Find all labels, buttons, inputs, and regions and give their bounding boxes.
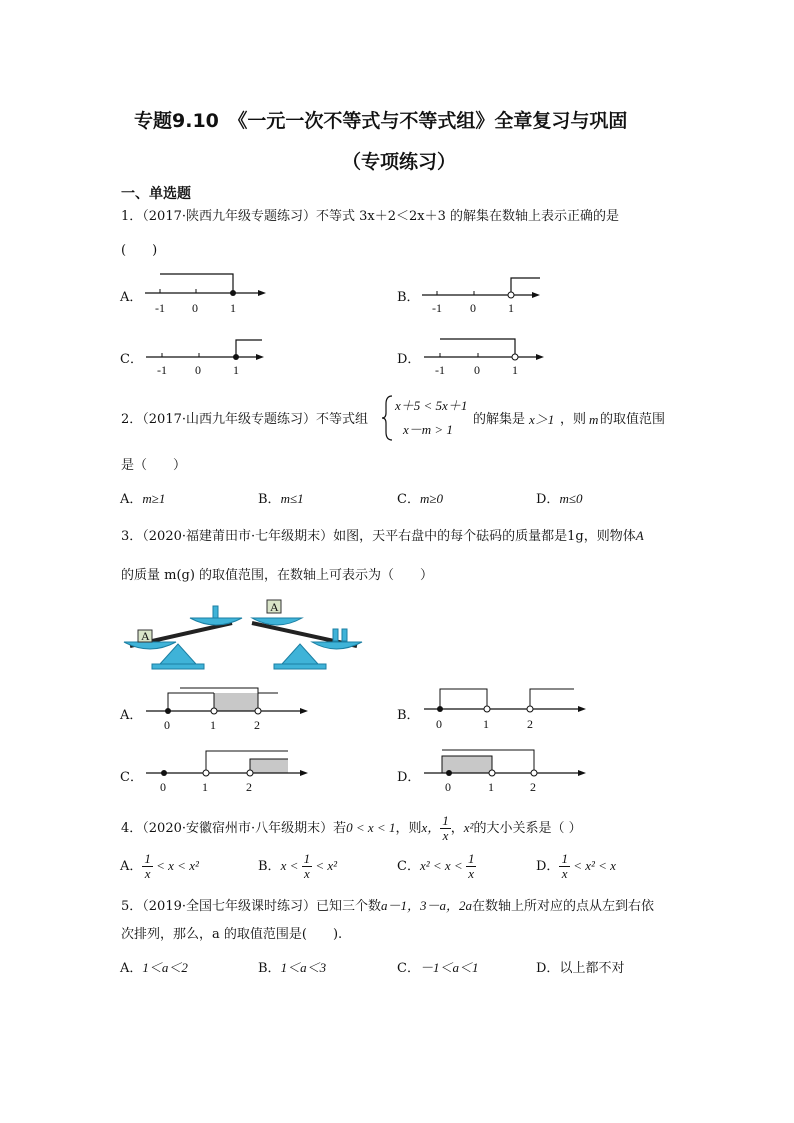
svg-text:0: 0: [470, 301, 476, 315]
svg-text:0: 0: [445, 780, 451, 794]
q1-option-d-label: D．: [397, 352, 421, 367]
q3-option-b-numberline[interactable]: [420, 684, 590, 734]
q5-option-b[interactable]: B．1＜a＜3: [258, 960, 327, 976]
question-2-suffix: ，则: [560, 412, 587, 427]
q5-option-c[interactable]: C．－1＜a＜1: [397, 960, 479, 976]
question-1-paren: ( ): [121, 243, 158, 258]
question-2-line2: 是（ ）: [121, 458, 187, 473]
question-4-text: 4．（2020·安徽宿州市·八年级期末）若0 < x < 1，则x， $\frac{1}{x}$ ，x²的大小关系是（ ）: [121, 813, 582, 843]
q2-option-d[interactable]: D．m≤0: [536, 491, 583, 507]
q1-option-b-label: B．: [397, 290, 420, 305]
svg-text:0: 0: [436, 717, 442, 731]
svg-text:1: 1: [202, 780, 208, 794]
q1-option-b-numberline[interactable]: [418, 272, 548, 318]
q5-option-a[interactable]: A．1＜a＜2: [120, 960, 188, 976]
svg-text:1: 1: [210, 718, 216, 732]
svg-text:0: 0: [164, 718, 170, 732]
q4-option-a[interactable]: A． $\frac{1}{x}$ < x < x²: [120, 851, 199, 881]
svg-text:1: 1: [483, 717, 489, 731]
svg-text:-1: -1: [432, 301, 442, 315]
balance-scales-figure: [122, 596, 366, 674]
svg-text:0: 0: [160, 780, 166, 794]
question-1-text: 1．（2017·陕西九年级专题练习）不等式 3x＋2＜2x＋3 的解集在数轴上表示正确的是: [121, 209, 619, 224]
q3-option-c-numberline[interactable]: [142, 746, 312, 796]
system-inequality-2: x－m > 1: [403, 422, 453, 437]
q2-option-c[interactable]: C．m≥0: [397, 491, 443, 507]
svg-text:0: 0: [195, 363, 201, 377]
svg-text:-1: -1: [157, 363, 167, 377]
question-2-middle: 的解集是: [473, 412, 526, 427]
svg-text:2: 2: [254, 718, 260, 732]
q3-option-d-label: D．: [397, 770, 421, 785]
question-3-line2: 的质量 m(g) 的取值范围，在数轴上可表示为（ ）: [121, 568, 434, 583]
q1-option-c-numberline[interactable]: [140, 334, 270, 380]
q2-option-b[interactable]: B．m≤1: [258, 491, 304, 507]
svg-text:2: 2: [246, 780, 252, 794]
svg-text:A: A: [270, 600, 279, 614]
svg-text:1: 1: [488, 780, 494, 794]
q3-option-d-numberline[interactable]: [420, 746, 590, 796]
question-5-line1: 5．（2019·全国七年级课时练习）已知三个数a－1，3－a，2a在数轴上所对应的点从左到右依: [121, 898, 655, 914]
q5-option-d[interactable]: D．以上都不对: [536, 961, 625, 976]
q1-option-a-numberline[interactable]: [140, 268, 270, 318]
question-3-line1: 3．（2020·福建莆田市·七年级期末）如图，天平右盘中的每个砝码的质量都是1g，则物体A: [121, 528, 644, 544]
q4-option-d[interactable]: D． $\frac{1}{x}$ < x² < x: [536, 851, 616, 881]
system-inequality-1: x＋5 < 5x＋1: [395, 398, 468, 413]
q1-option-c-label: C．: [120, 352, 143, 367]
q3-option-a-label: A．: [120, 708, 143, 723]
q2-option-a[interactable]: A．m≥1: [120, 491, 166, 507]
svg-text:1: 1: [512, 363, 518, 377]
svg-text:2: 2: [527, 717, 533, 731]
q1-option-a-label: A．: [120, 290, 143, 305]
doc-subtitle: （专项练习）: [342, 151, 457, 173]
doc-title: 专题9.10 《一元一次不等式与不等式组》全章复习与巩固: [134, 110, 628, 132]
question-5-line2: 次排列，那么，a 的取值范围是( ).: [121, 927, 343, 942]
svg-text:1: 1: [233, 363, 239, 377]
q3-option-a-numberline[interactable]: [142, 684, 312, 734]
system-brace: [381, 394, 395, 442]
q4-option-c[interactable]: C．x² < x < $\frac{1}{x}$: [397, 851, 475, 881]
svg-text:-1: -1: [155, 301, 165, 315]
question-2-prefix: 2．（2017·山西九年级专题练习）不等式组: [121, 412, 368, 427]
q3-option-c-label: C．: [120, 770, 143, 785]
svg-text:A: A: [141, 629, 150, 643]
svg-text:0: 0: [474, 363, 480, 377]
section-heading: 一、单选题: [121, 186, 191, 202]
q4-option-b[interactable]: B．x < $\frac{1}{x}$ < x²: [258, 851, 338, 881]
svg-text:0: 0: [192, 301, 198, 315]
svg-text:2: 2: [530, 780, 536, 794]
question-2-tail: 的取值范围: [600, 412, 666, 427]
svg-text:1: 1: [230, 301, 236, 315]
svg-text:-1: -1: [435, 363, 445, 377]
svg-text:1: 1: [508, 301, 514, 315]
q1-option-d-numberline[interactable]: [418, 334, 548, 380]
question-2-condition: x＞1: [529, 412, 555, 427]
q3-option-b-label: B．: [397, 708, 420, 723]
question-2-var: m: [589, 412, 599, 427]
